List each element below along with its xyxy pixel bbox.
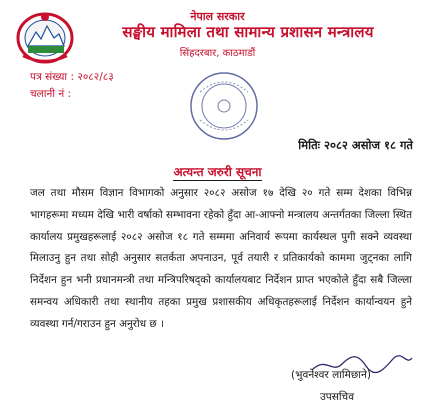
ministry-address: सिंहदरबार, काठमाडौं [179,48,256,59]
notice-heading [0,163,435,180]
office-stamp-icon [186,68,262,144]
dispatch-label: चलानी नं : [30,88,72,100]
reference-number [30,70,114,84]
notice-body: जल तथा मौसम विज्ञान विभागको अनुसार २०८२ असोज १७ देखि २० गते सम्म देशका विभिन्न भागहरूमा मध्यम देखि भारी वर्षाको सम्भावना रहेको हुँदा आ-आफ्नो मन्त्रालय अन्तर्गतका जिल्ला स्थित कार्यालय प्रमुखहरूलाई २०८२ असोज १८ गते सम्ममा अनिवार्य रूपमा कार्यस्थल पुगी सक्ने व्यवस्था मिलाउनु हुन तथा सोही अनुसार सतर्कता अपनाउन, पूर्व तयारी र प्रतिकार्यको काममा जुट्नका लागि निर्देशन हुन भनी प्रधानमन्त्री तथा मन्त्रिपरिषद्को कार्यालयबाट निर्देशन प्राप्त भएकोले हुँदा सबै जिल्ला समन्वय अधिकारी तथा स्थानीय तहका प्रमुख प्रशासकीय अधिकृतहरूलाई निर्देशन कार्यान्वयन हुने व्यवस्था गर्न/गराउन हुन अनुरोध छ । [30,187,412,330]
ministry-title: सङ्घीय मामिला तथा सामान्य प्रशासन मन्त्रालय [122,23,374,41]
government-label: नेपाल सरकार [190,10,245,23]
reference-value: २०८२/८३ [77,71,114,83]
document-date: मितिः २०८२ असोज १८ गते [298,138,413,152]
dispatch-number [30,87,71,101]
signatory-title: उपसचिव [320,391,355,403]
signatory-name: (भुवनेश्वर लामिछाने) [291,369,371,381]
notice-heading-text: अत्यन्त जरुरी सूचना [173,165,262,179]
reference-label: पत्र संख्या : [30,71,75,83]
